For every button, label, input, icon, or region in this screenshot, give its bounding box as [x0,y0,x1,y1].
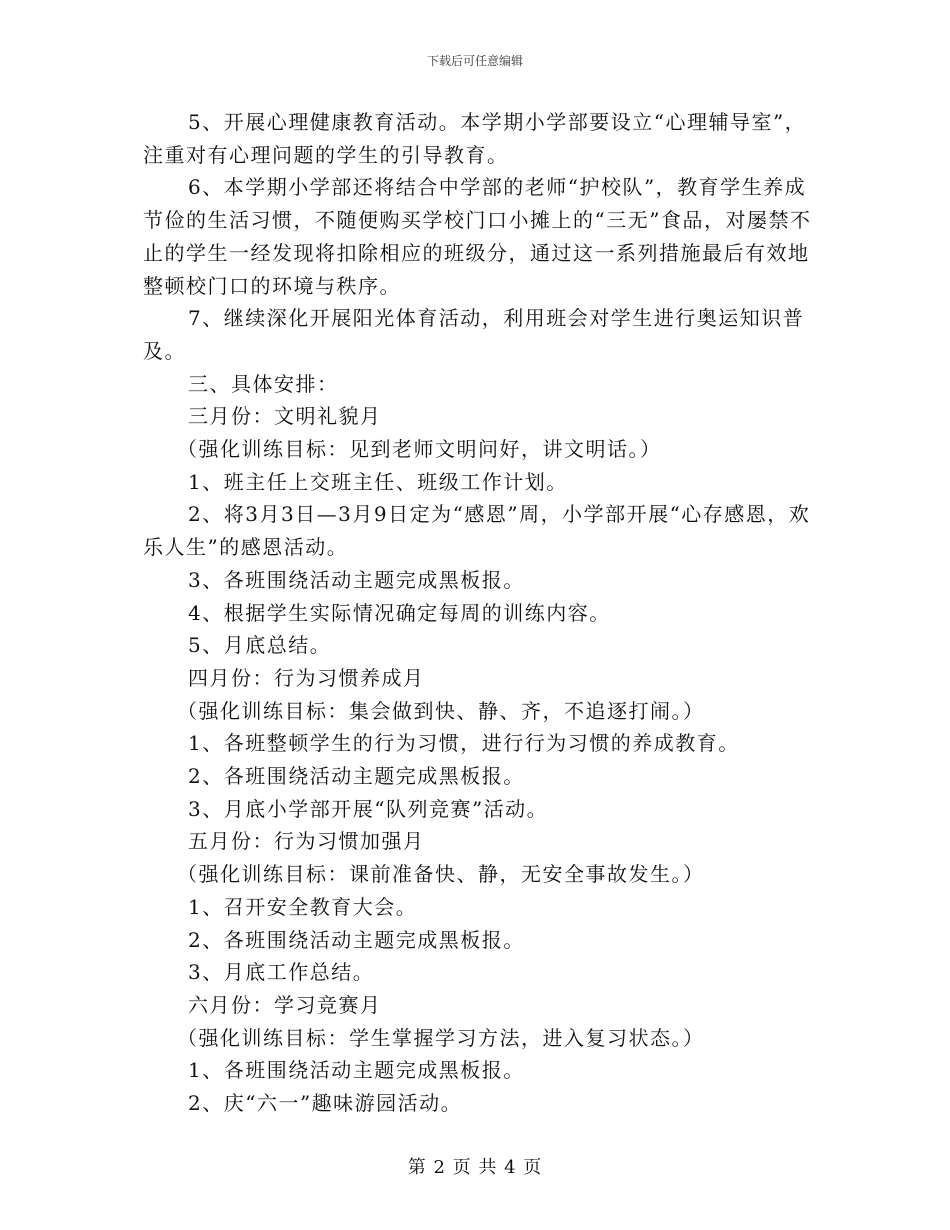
paragraph-item-6-school-guard: 6、本学期小学部还将结合中学部的老师“护校队”，教育学生养成节俭的生活习惯，不随便购买学校门口小摊上的“三无”食品，对屡禁不止的学生一经发现将扣除相应的班级分，通过这一系列措施最后有效地整顿校门口的环境与秩序。 [143,175,812,298]
march-goal: （强化训练目标：见到老师文明问好，讲文明话。） [177,437,662,462]
month-heading-march: 三月份：文明礼貌月 [188,404,382,429]
april-goal: （强化训练目标：集会做到快、静、齐，不追逐打闹。） [177,698,705,723]
may-item-3: 3、月底工作总结。 [188,960,375,985]
june-goal: （强化训练目标：学生掌握学习方法，进入复习状态。） [177,1025,705,1050]
page-number-footer: 第 2 页 共 4 页 [407,1157,543,1178]
june-item-1: 1、各班围绕活动主题完成黑板报。 [188,1058,525,1083]
march-item-4: 4、根据学生实际情况确定每周的训练内容。 [188,600,611,625]
page-header: 下载后可任意编辑 [426,54,523,68]
april-item-1: 1、各班整顿学生的行为习惯，进行行为习惯的养成教育。 [188,731,740,756]
month-heading-april: 四月份：行为习惯养成月 [188,665,425,690]
march-item-2: 2、将3月3日—3月9日定为“感恩”周，小学部开展“心存感恩，欢乐人生”的感恩活动。 [143,502,811,560]
april-item-2: 2、各班围绕活动主题完成黑板报。 [188,764,525,789]
march-item-3: 3、各班围绕活动主题完成黑板报。 [188,567,525,592]
paragraph-item-5-counseling: 5、开展心理健康教育活动。本学期小学部要设立“心理辅导室”，注重对有心理问题的学生的引导教育。 [143,110,807,167]
paragraph-item-7-sports: 7、继续深化开展阳光体育活动，利用班会对学生进行奥运知识普及。 [143,306,805,363]
may-item-1: 1、召开安全教育大会。 [188,894,418,919]
june-item-2: 2、庆“六一”趣味游园活动。 [188,1091,463,1116]
month-heading-june: 六月份：学习竞赛月 [188,992,382,1017]
march-item-5: 5、月底总结。 [188,633,332,658]
march-item-1: 1、班主任上交班主任、班级工作计划。 [188,469,568,494]
may-goal: （强化训练目标：课前准备快、静，无安全事故发生。） [177,862,705,887]
document-body [143,106,815,1120]
may-item-2: 2、各班围绕活动主题完成黑板报。 [188,927,525,952]
month-heading-may: 五月份：行为习惯加强月 [188,829,425,854]
section-heading-schedule: 三、具体安排： [188,371,339,396]
april-item-3: 3、月底小学部开展“队列竞赛”活动。 [188,796,549,821]
